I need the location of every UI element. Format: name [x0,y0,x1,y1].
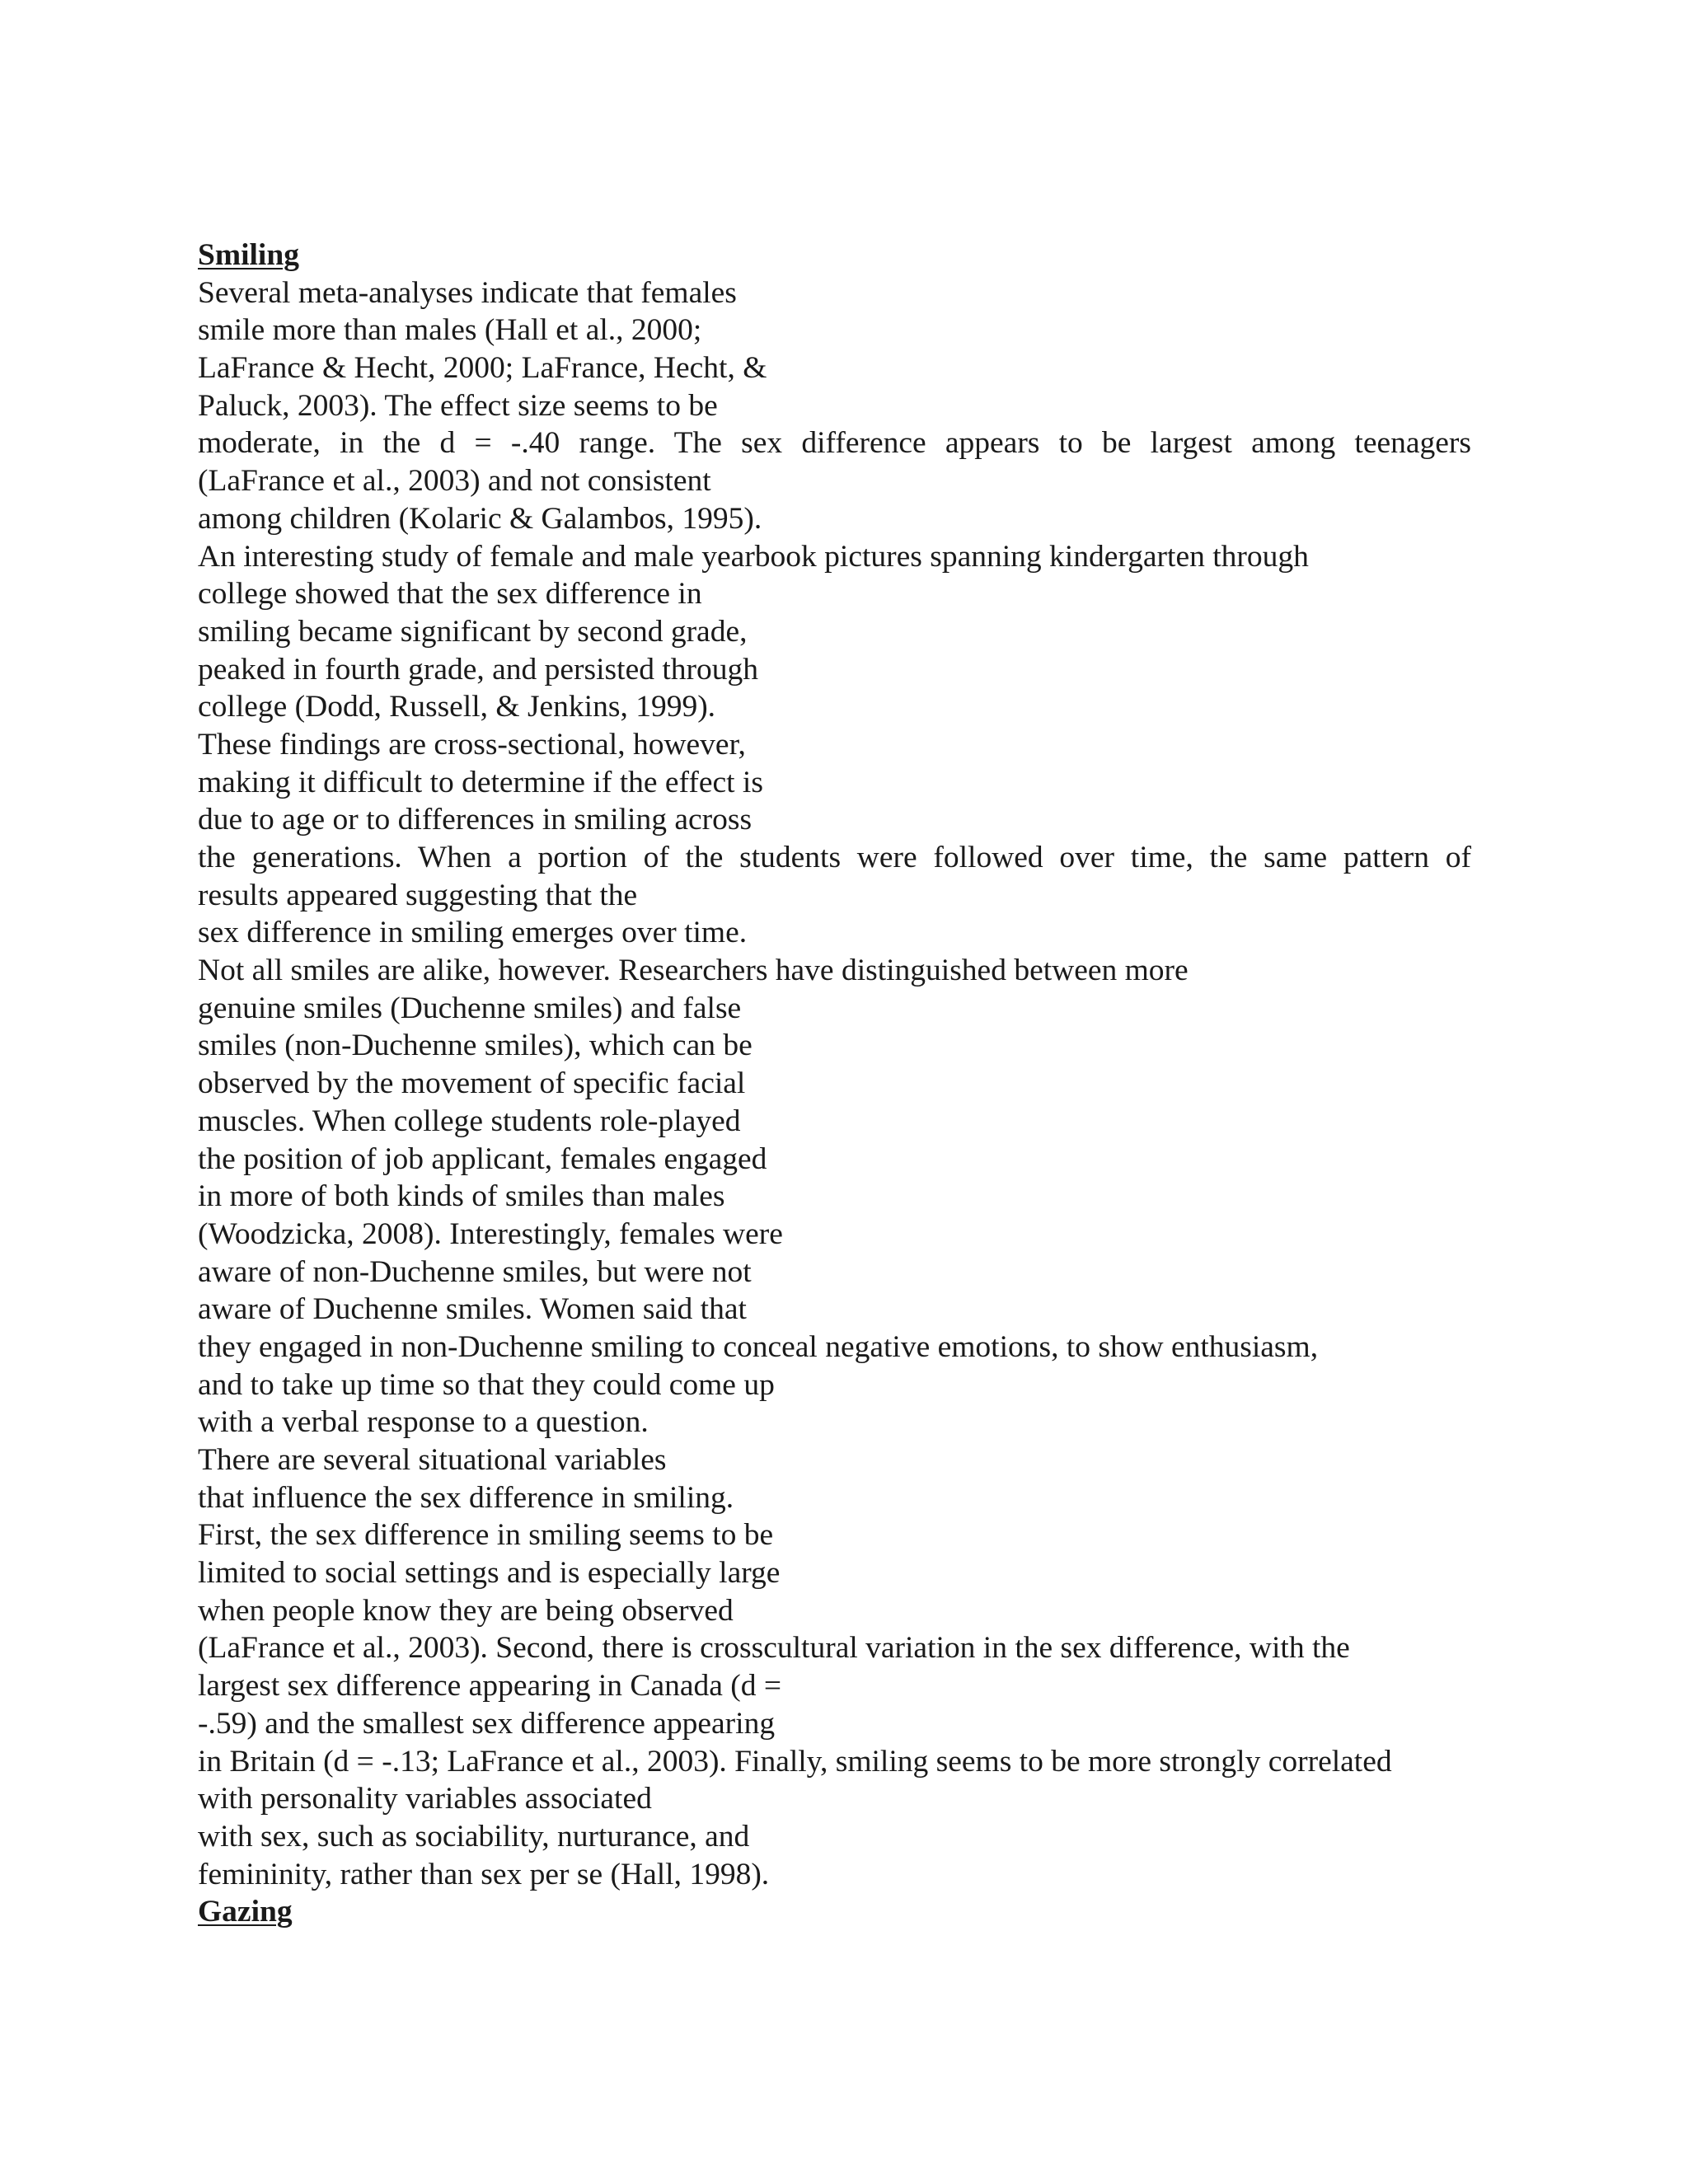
text-line: among children (Kolaric & Galambos, 1995). [198,501,762,536]
text-line: when people know they are being observed [198,1593,734,1628]
text-line: with sex, such as sociability, nurturance, and [198,1819,750,1854]
text-line: aware of Duchenne smiles. Women said that [198,1292,747,1327]
text-line: with personality variables associated [198,1782,652,1816]
text-line: These findings are cross-sectional, however, [198,727,746,762]
text-line: and to take up time so that they could come up [198,1367,775,1402]
document-body [198,237,1471,1931]
text-line: smile more than males (Hall et al., 2000; [198,313,702,348]
text-line: muscles. When college students role-played [198,1104,741,1138]
text-line: (Woodzicka, 2008). Interestingly, females were [198,1216,783,1251]
text-line: peaked in fourth grade, and persisted through [198,652,758,687]
text-line: First, the sex difference in smiling seems to be [198,1518,774,1553]
section-heading-smiling: Smiling [198,238,299,272]
text-line: in Britain (d = -.13; LaFrance et al., 2003). Finally, smiling seems to be more strongly correlated [198,1744,1392,1779]
text-line: results appeared suggesting that the [198,878,638,912]
text-line: moderate, in the d = -.40 range. The sex difference appears to be largest among teenagers [198,426,1471,461]
text-line: the position of job applicant, females engaged [198,1141,767,1176]
text-line: college (Dodd, Russell, & Jenkins, 1999). [198,690,716,724]
text-line: the generations. When a portion of the students were followed over time, the same pattern of [198,841,1471,874]
text-line: with a verbal response to a question. [198,1405,649,1440]
text-line: that influence the sex difference in smiling. [198,1480,734,1515]
text-line: An interesting study of female and male yearbook pictures spanning kindergarten through [198,539,1309,574]
text-line: smiling became significant by second grade, [198,614,748,649]
text-line: in more of both kinds of smiles than males [198,1179,725,1214]
text-line: Paluck, 2003). The effect size seems to be [198,388,718,423]
text-line: -.59) and the smallest sex difference appearing [198,1706,776,1741]
text-line: (LaFrance et al., 2003). Second, there is crosscultural variation in the sex difference, with the [198,1631,1350,1666]
text-line: they engaged in non-Duchenne smiling to conceal negative emotions, to show enthusiasm, [198,1329,1319,1364]
text-line: (LaFrance et al., 2003) and not consistent [198,464,711,499]
body-text [198,274,1471,1894]
text-line: aware of non-Duchenne smiles, but were not [198,1254,752,1289]
text-line: LaFrance & Hecht, 2000; LaFrance, Hecht, & [198,351,767,386]
text-line: femininity, rather than sex per se (Hall, 1998). [198,1857,770,1891]
text-line: largest sex difference appearing in Canada (d = [198,1669,782,1704]
text-line: college showed that the sex difference in [198,577,702,612]
text-line: There are several situational variables [198,1443,667,1477]
text-line: sex difference in smiling emerges over time. [198,916,748,950]
text-line: due to age or to differences in smiling across [198,803,753,837]
text-line: observed by the movement of specific facial [198,1066,746,1101]
section-heading-gazing: Gazing [198,1895,293,1929]
text-line: limited to social settings and is especially large [198,1556,781,1591]
text-line: genuine smiles (Duchenne smiles) and false [198,991,742,1025]
text-line: Several meta-analyses indicate that females [198,275,737,310]
text-line: making it difficult to determine if the effect is [198,765,763,799]
text-line: smiles (non-Duchenne smiles), which can be [198,1029,753,1063]
text-line: Not all smiles are alike, however. Researchers have distinguished between more [198,954,1189,988]
